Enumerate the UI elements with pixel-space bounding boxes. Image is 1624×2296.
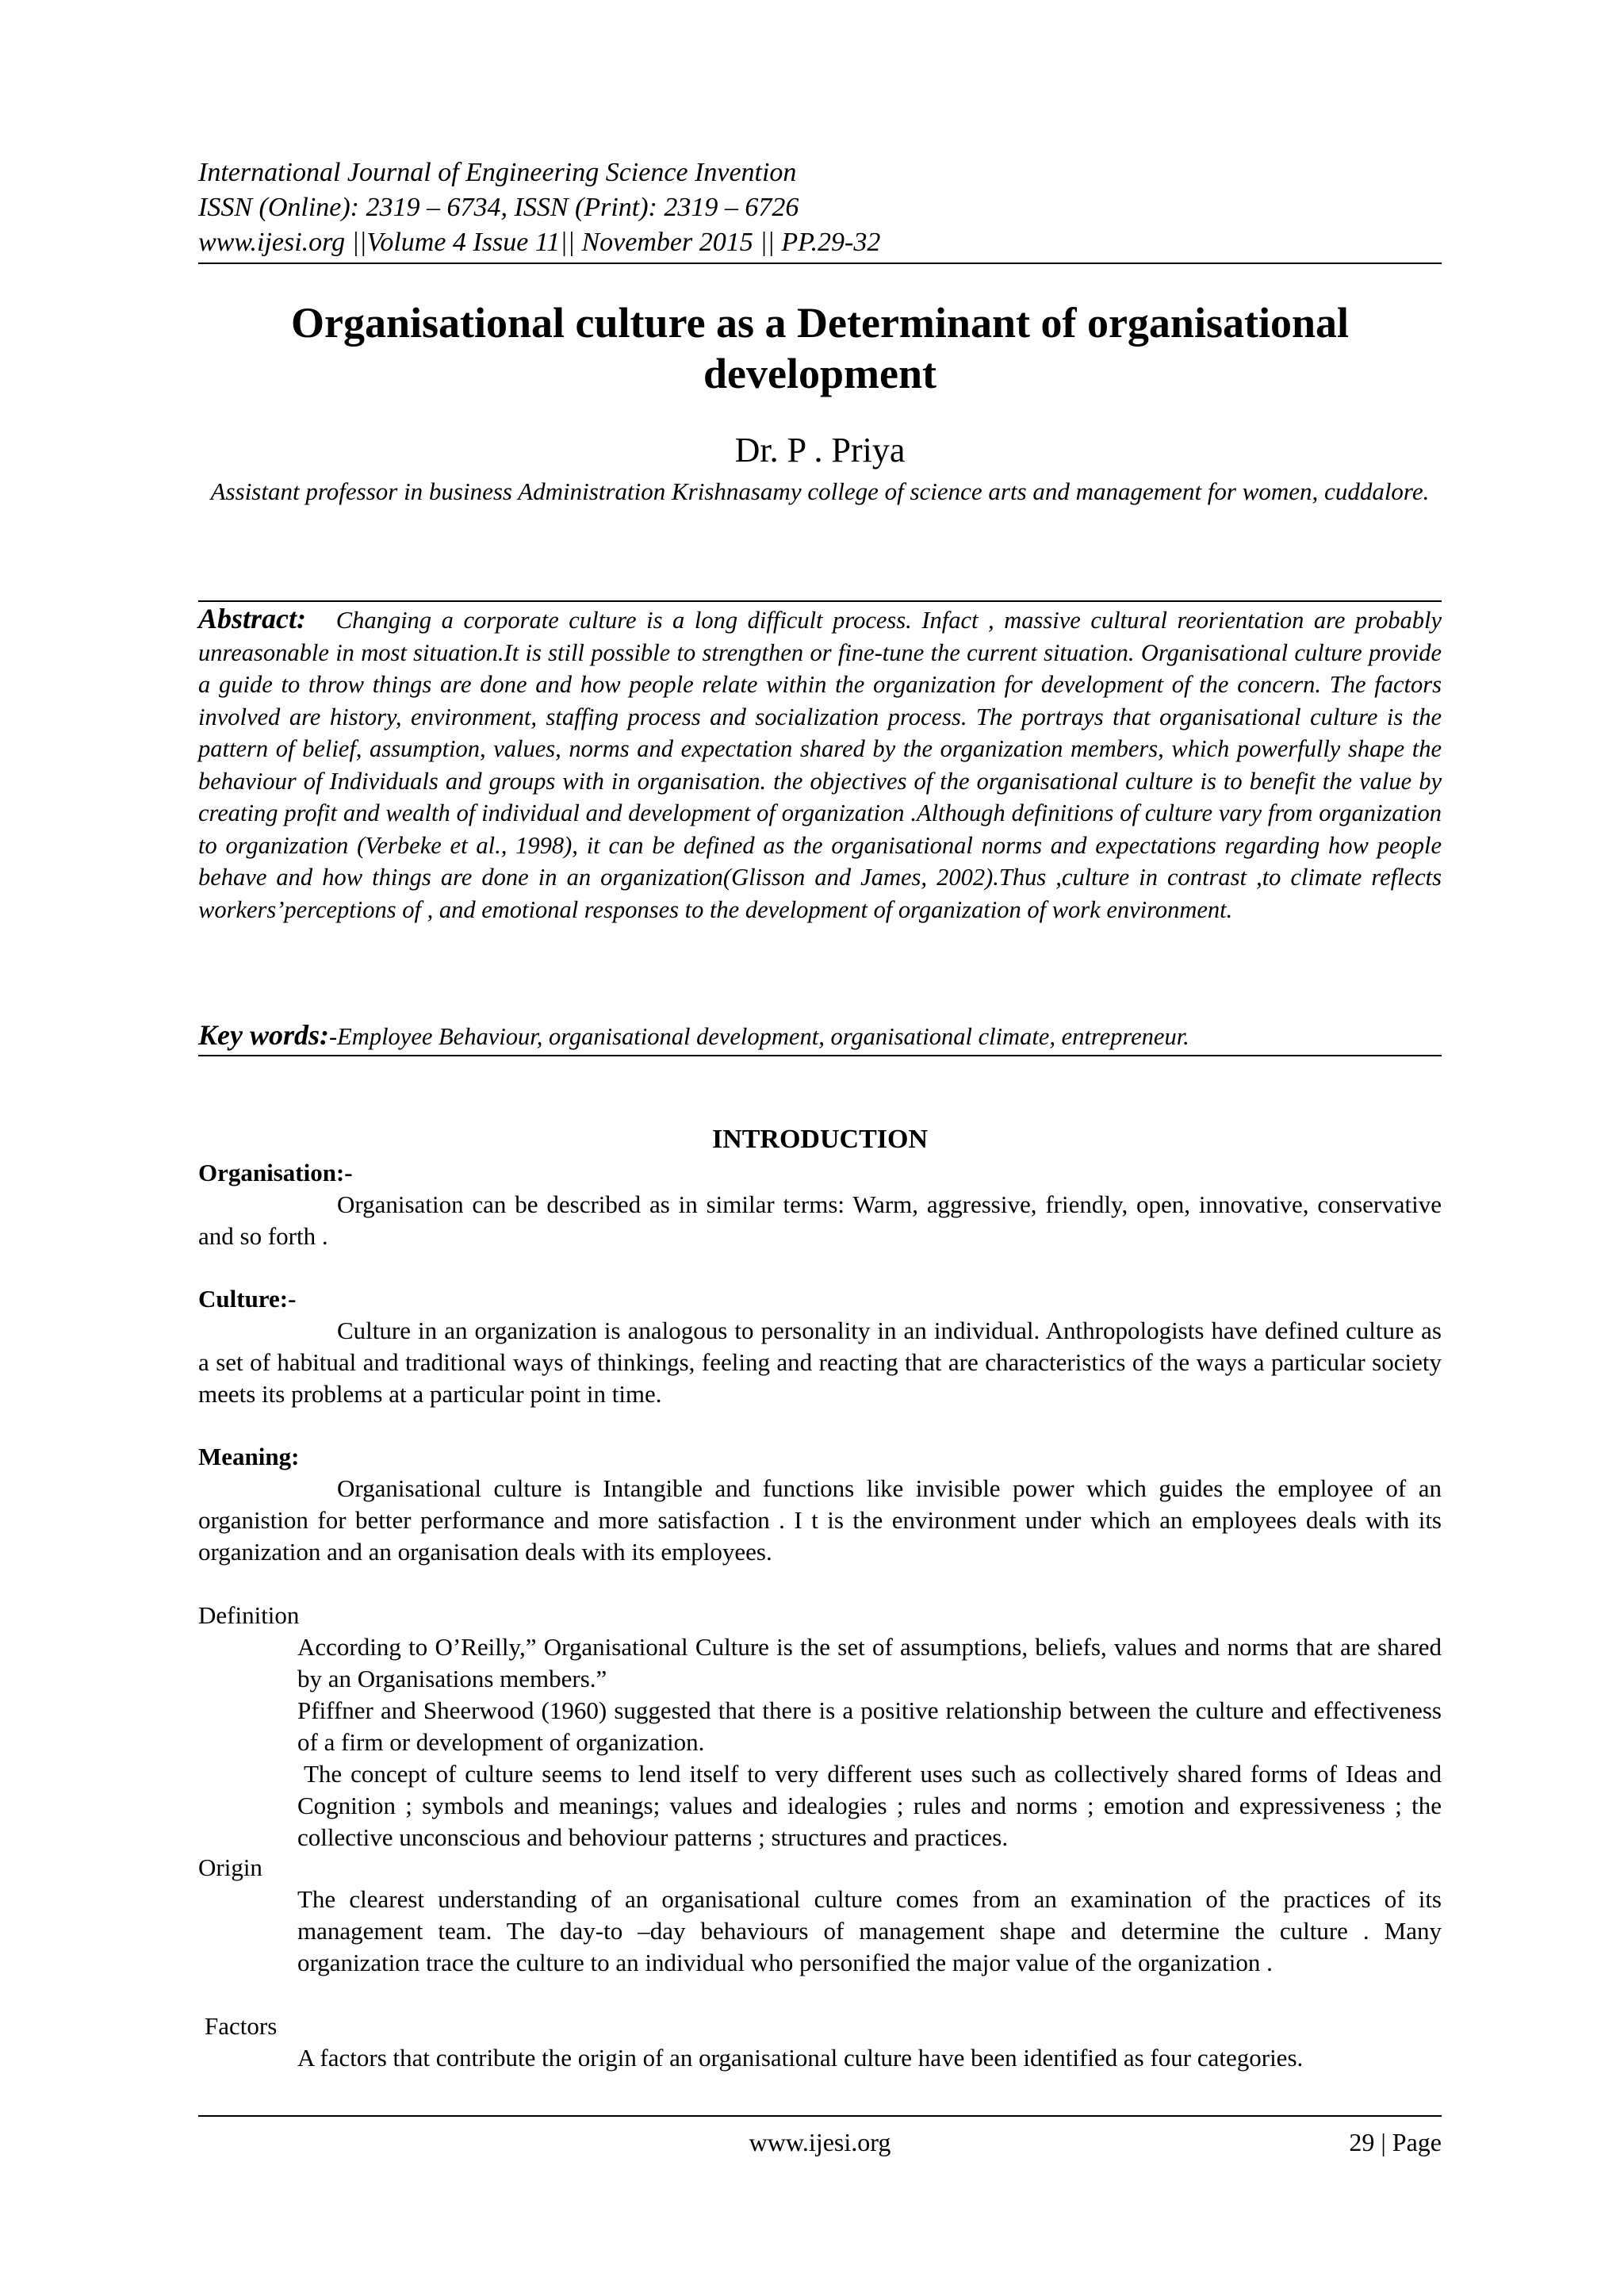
definition-paragraph-1: According to O’Reilly,” Organisational Culture is the set of assumptions, beliefs, values and norms that are shared by an Organisations members.” (297, 1633, 1442, 1692)
organisation-section (198, 1157, 1442, 1252)
origin-label: Origin (198, 1853, 262, 1881)
definition-block (297, 1631, 1442, 1853)
author-name: Dr. P . Priya (734, 431, 906, 470)
meaning-section (198, 1441, 1442, 1568)
organisation-paragraph: Organisation can be described as in similar terms: Warm, aggressive, friendly, open, innovative, conservative and so forth . (198, 1190, 1442, 1250)
journal-name: International Journal of Engineering Science Invention (198, 158, 797, 187)
organisation-heading: Organisation:- (198, 1159, 353, 1186)
footer-website: www.ijesi.org (749, 2128, 891, 2156)
abstract-section (198, 603, 1442, 926)
factors-label: Factors (205, 2012, 278, 2040)
definition-label: Definition (198, 1601, 300, 1629)
footer-divider (198, 2115, 1442, 2117)
journal-header (198, 155, 1442, 260)
culture-section (198, 1283, 1442, 1410)
introduction-heading: INTRODUCTION (711, 1125, 929, 1154)
factors-block (297, 2042, 1442, 2074)
definition-paragraph-2: Pfiffner and Sheerwood (1960) suggested that there is a positive relationship between the culture and effectiveness of a firm or development of organization. (297, 1696, 1442, 1756)
meaning-heading: Meaning: (198, 1443, 300, 1470)
culture-heading: Culture:- (198, 1285, 297, 1313)
keywords-text: -Employee Behaviour, organisational development, organisational climate, entrepreneur. (329, 1023, 1189, 1050)
keywords-section (198, 1019, 1442, 1052)
keywords-label: Key words: (198, 1019, 329, 1051)
factors-paragraph: A factors that contribute the origin of an organisational culture have been identified as four categories. (297, 2044, 1304, 2072)
definition-paragraph-3: The concept of culture seems to lend itself to very different uses such as collectively shared forms of Ideas and Cognition ; symbols and meanings; values and idealogies ; rules and norms ; emotion and expressiveness ; the collective unconscious and behoviour patterns ; structures and practices. (297, 1760, 1442, 1851)
culture-paragraph: Culture in an organization is analogous to personality in an individual. Anthropologists have defined culture as a set of habitual and traditional ways of thinkings, feeling and reacting that are characteristics of the ways a particular society meets its problems at a particular point in time. (198, 1317, 1442, 1408)
journal-issn: ISSN (Online): 2319 – 6734, ISSN (Print): 2319 – 6726 (198, 193, 799, 222)
origin-paragraph: The clearest understanding of an organisational culture comes from an examination of the practices of its management team. The day-to –day behaviours of management shape and determine the culture . Many organization trace the culture to an individual who personified the major value of the organization . (297, 1885, 1442, 1976)
author-affiliation: Assistant professor in business Administration Krishnasamy college of science arts and management for women, cuddalore. (210, 477, 1430, 505)
meaning-paragraph: Organisational culture is Intangible and functions like invisible power which guides the employee of an organistion for better performance and more satisfaction . I t is the environment under which an employees deals with its organization and an organisation deals with its employees. (198, 1474, 1442, 1566)
abstract-label: Abstract: (198, 603, 307, 634)
header-divider (198, 263, 1442, 264)
origin-block (297, 1884, 1442, 1979)
abstract-text: Changing a corporate culture is a long difficult process. Infact , massive cultural reorientation are probably unreasonable in most situation.It is still possible to strengthen or fine-tune the current situation. Organisational culture provide a guide to throw things are done and how people relate within the organization for development of the concern. The factors involved are history, environment, staffing process and socialization process. The portrays that organisational culture is the pattern of belief, assumption, values, norms and expectation shared by the organization members, which powerfully shape the behaviour of Individuals and groups with in organisation. the objectives of the organisational culture is to benefit the value by creating profit and wealth of individual and development of organization .Although definitions of culture vary from organization to organization (Verbeke et al., 1998), it can be defined as the organisational norms and expectations regarding how people behave and how things are done in an organization(Glisson and James, 2002).Thus ,culture in contrast ,to climate reflects workers’perceptions of , and emotional responses to the development of organization of work environment. (198, 607, 1442, 923)
journal-volume: www.ijesi.org ||Volume 4 Issue 11|| November 2015 || PP.29-32 (198, 228, 881, 257)
paper-title: Organisational culture as a Determinant of organisational development (291, 299, 1349, 397)
abstract-top-divider (198, 600, 1442, 602)
footer-page-number: 29 | Page (1349, 2128, 1442, 2156)
keywords-divider (198, 1055, 1442, 1056)
